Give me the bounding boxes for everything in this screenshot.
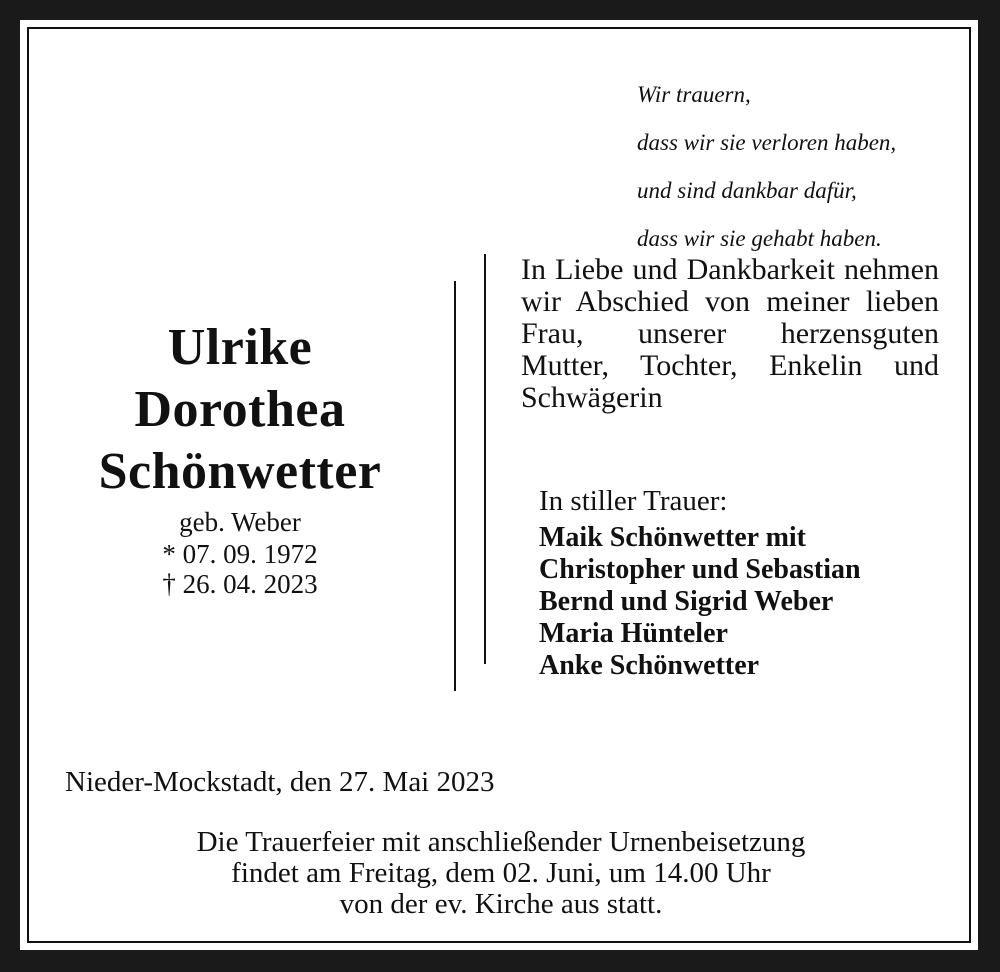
death-date: † 26. 04. 2023 [162, 569, 318, 599]
birth-name: geb. Weber [179, 507, 301, 537]
divider-line-left [454, 281, 456, 691]
mourner-name: Maik Schönwetter mit [539, 522, 806, 553]
mourner-name: Maria Hünteler [539, 618, 728, 649]
deceased-last-name: Schönwetter [98, 443, 382, 500]
obituary-frame [27, 27, 971, 943]
mourner-name: Christopher und Sebastian [539, 554, 861, 585]
place-date: Nieder-Mockstadt, den 27. Mai 2023 [65, 766, 495, 798]
ceremony-notice [29, 827, 973, 920]
ceremony-line: von der ev. Kirche aus statt. [339, 888, 663, 920]
divider-line-right [484, 254, 486, 664]
intro-text: In Liebe und Dankbarkeit nehmen wir Abschied von meiner lieben Frau, unserer herzensguten Mutter, Tochter, Enkelin und Schwägerin [521, 253, 939, 414]
deceased-first-name: Ulrike [167, 319, 313, 376]
verse [637, 59, 896, 275]
mourner-name: Bernd und Sigrid Weber [539, 586, 834, 617]
deceased-block [65, 317, 415, 599]
mourners-heading: In stiller Trauer: [539, 485, 728, 517]
verse-line: und sind dankbar dafür, [637, 178, 857, 203]
mourner-name: Anke Schönwetter [539, 650, 760, 681]
mourners-block [539, 484, 861, 682]
verse-line: dass wir sie gehabt haben. [637, 226, 882, 251]
verse-line: Wir trauern, [637, 82, 751, 107]
ceremony-line: Die Trauerfeier mit anschließender Urnenbeisetzung [196, 826, 806, 858]
obituary-card [20, 20, 978, 950]
deceased-middle-name: Dorothea [134, 381, 346, 438]
verse-line: dass wir sie verloren haben, [637, 130, 897, 155]
birth-date: * 07. 09. 1972 [162, 539, 318, 569]
ceremony-line: findet am Freitag, dem 02. Juni, um 14.00 Uhr [231, 857, 771, 889]
